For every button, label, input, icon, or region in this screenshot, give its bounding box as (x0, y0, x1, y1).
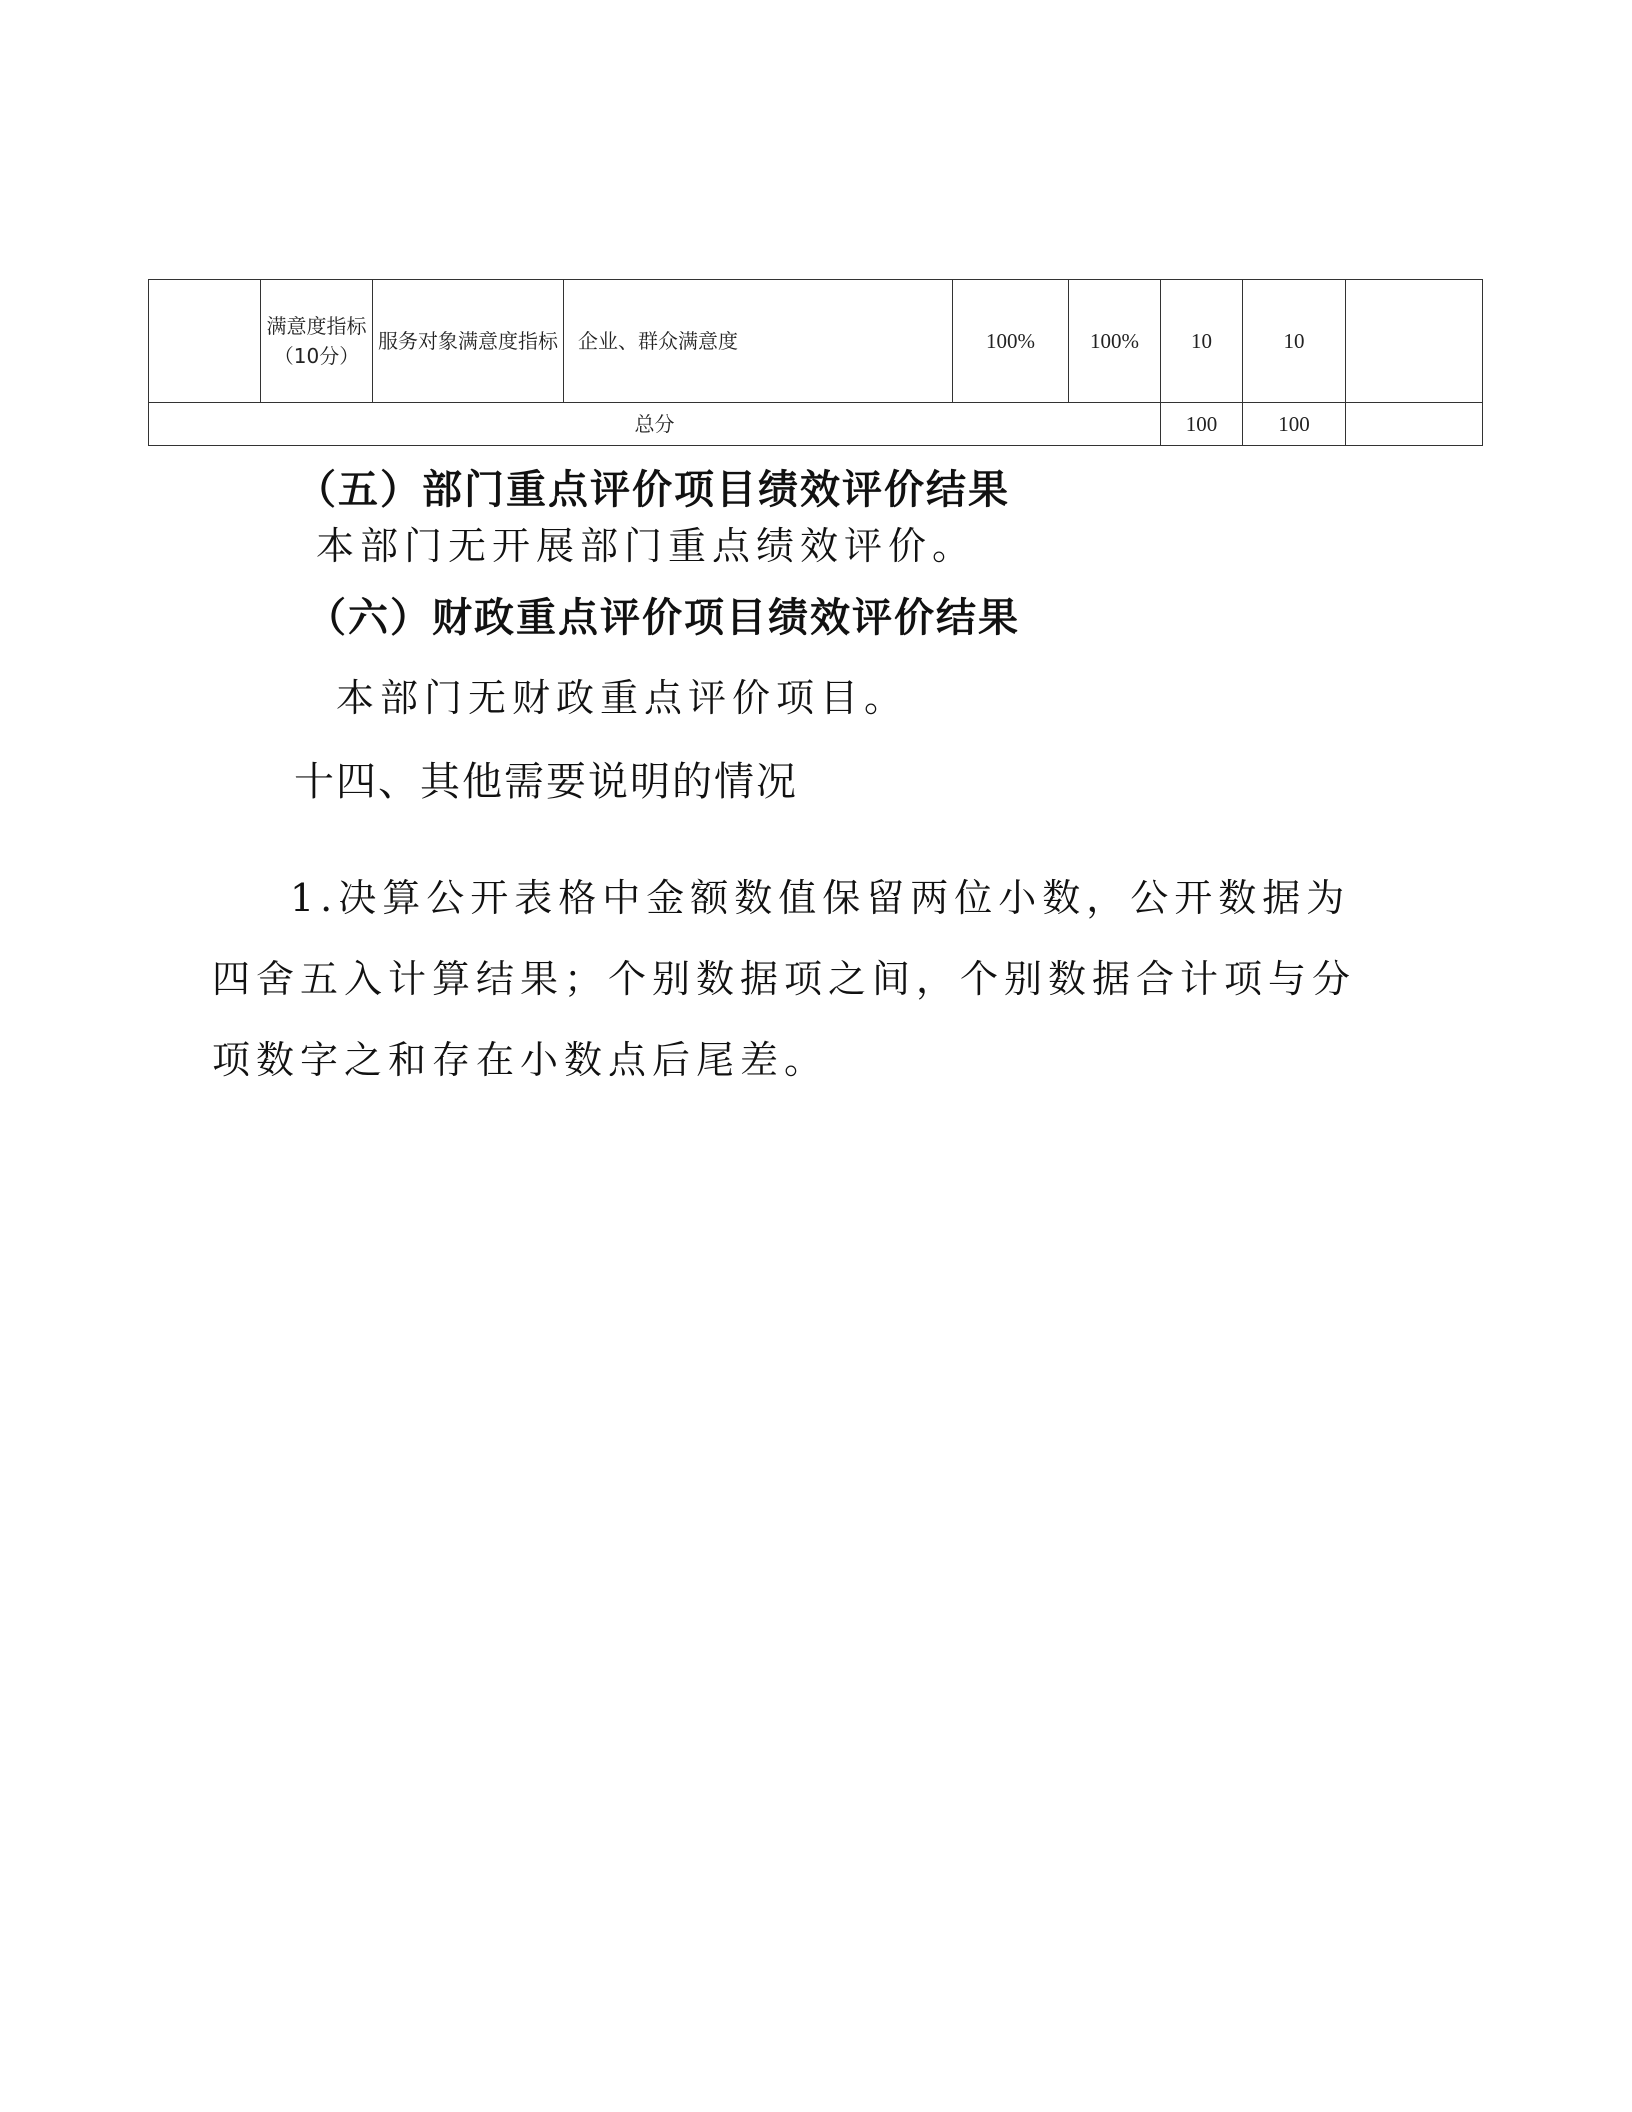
section-six-body: 本部门无财政重点评价项目。 (336, 676, 909, 720)
total-label-cell: 总分 (149, 403, 1161, 446)
indicator-content-cell: 企业、群众满意度 (564, 280, 953, 403)
total-score-cell: 100 (1243, 403, 1346, 446)
section-five-body: 本部门无开展部门重点绩效评价。 (316, 524, 977, 568)
weight-cell: 10 (1161, 280, 1243, 403)
total-weight-cell: 100 (1161, 403, 1243, 446)
section-five-title: （五）部门重点评价项目绩效评价结果 (296, 467, 1010, 513)
remark-cell (1346, 280, 1483, 403)
total-remark-cell (1346, 403, 1483, 446)
actual-value-cell: 100% (1069, 280, 1161, 403)
section-fourteen-title: 十四、其他需要说明的情况 (294, 759, 798, 805)
section-six-title: （六）财政重点评价项目绩效评价结果 (306, 595, 1020, 641)
section-fourteen-note: 1.决算公开表格中金额数值保留两位小数，公开数据为四舍五入计算结果；个别数据项之间，个别数据合计项与分项数字之和存在小数点后尾差。 (212, 876, 1357, 1082)
category-cell (149, 280, 261, 403)
table-row (149, 280, 1483, 403)
performance-score-table (148, 279, 1483, 446)
indicator-name-cell: 服务对象满意度指标 (373, 280, 564, 403)
table-total-row (149, 403, 1483, 446)
score-cell: 10 (1243, 280, 1346, 403)
indicator-type-cell: 满意度指标（10分） (261, 280, 373, 403)
target-value-cell: 100% (953, 280, 1069, 403)
